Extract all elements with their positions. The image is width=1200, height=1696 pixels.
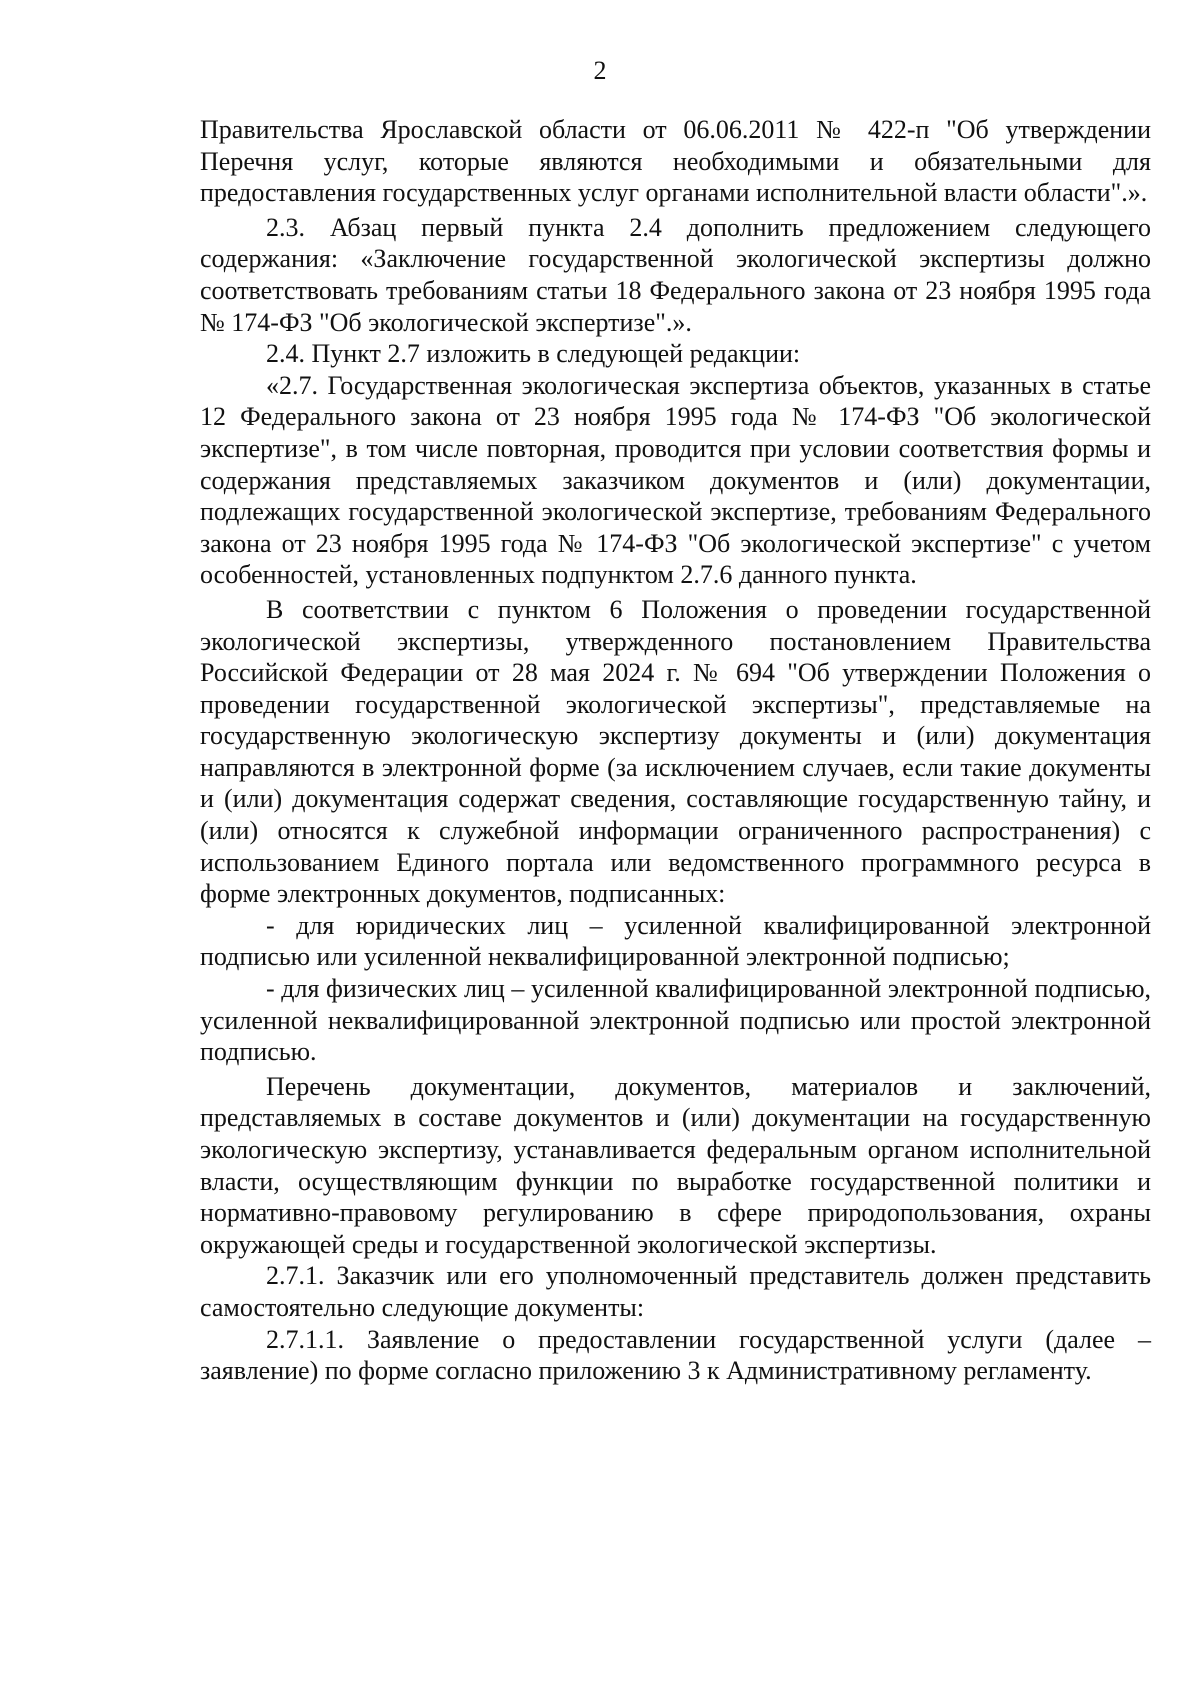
paragraph-2-4: 2.4. Пункт 2.7 изложить в следующей редакции: [266,339,801,369]
list-item-individuals: - для физических лиц – усиленной квалифицированной электронной подписью, усиленной неквалифицированной электронной подписью или простой электронной подписью. [200,974,1151,1067]
page-number: 2 [593,56,607,85]
paragraph-2-3: 2.3. Абзац первый пункта 2.4 дополнить предложением следующего содержания: «Заключение государственной экологической экспертизы должно соответствовать требованиям статьи 18 Федерального закона от 23 ноября 1995 года № 174-ФЗ "Об экологической экспертизе".». [200,212,1151,337]
paragraph-2-7-1-1: 2.7.1.1. Заявление о предоставлении государственной услуги (далее – заявление) по форме согласно приложению 3 к Административному регламенту. [200,1324,1151,1386]
paragraph-regulation-reference: В соответствии с пунктом 6 Положения о проведении государственной экологической экспертизы, утвержденного постановлением Правительства Российской Федерации от 28 мая 2024 г. № 694 "Об утверждении Положения о проведении государственной экологической экспертизы", представляемые на государственную экологическую экспертизу документы и (или) документация направляются в электронной форме (за исключением случаев, если такие документы и (или) документация содержат сведения, составляющие государственную тайну, и (или) относятся к служебной информации ограниченного распространения) с использованием Единого портала или ведомственного программного ресурса в форме электронных документов, подписанных: [200,594,1151,909]
list-item-legal-entities: - для юридических лиц – усиленной квалифицированной электронной подписью или усиленной неквалифицированной электронной подписью; [200,910,1151,972]
paragraph-2-7-1: 2.7.1. Заказчик или его уполномоченный представитель должен представить самостоятельно следующие документы: [200,1261,1151,1322]
paragraph-continuation: Правительства Ярославской области от 06.06.2011 № 422-п "Об утверждении Перечня услуг, которые являются необходимыми и обязательными для предоставления государственных услуг органами исполнительной власти области".». [200,115,1151,208]
paragraph-2-7: «2.7. Государственная экологическая экспертиза объектов, указанных в статье 12 Федерального закона от 23 ноября 1995 года № 174-ФЗ "Об экологической экспертизе", в том числе повторная, проводится при условии соответствия формы и содержания представляемых заказчиком документов и (или) документации, подлежащих государственной экологической экспертизе, требованиям Федерального закона от 23 ноября 1995 года № 174-ФЗ "Об экологической экспертизе" с учетом особенностей, установленных подпунктом 2.7.6 данного пункта. [200,370,1151,590]
paragraph-documentation-list: Перечень документации, документов, материалов и заключений, представляемых в составе документов и (или) документации на государственную экологическую экспертизу, устанавливается федеральным органом исполнительной власти, осуществляющим функции по выработке государственной политики и нормативно-правовому регулированию в сфере природопользования, охраны окружающей среды и государственной экологической экспертизы. [200,1071,1151,1259]
document-body [200,114,1151,1387]
